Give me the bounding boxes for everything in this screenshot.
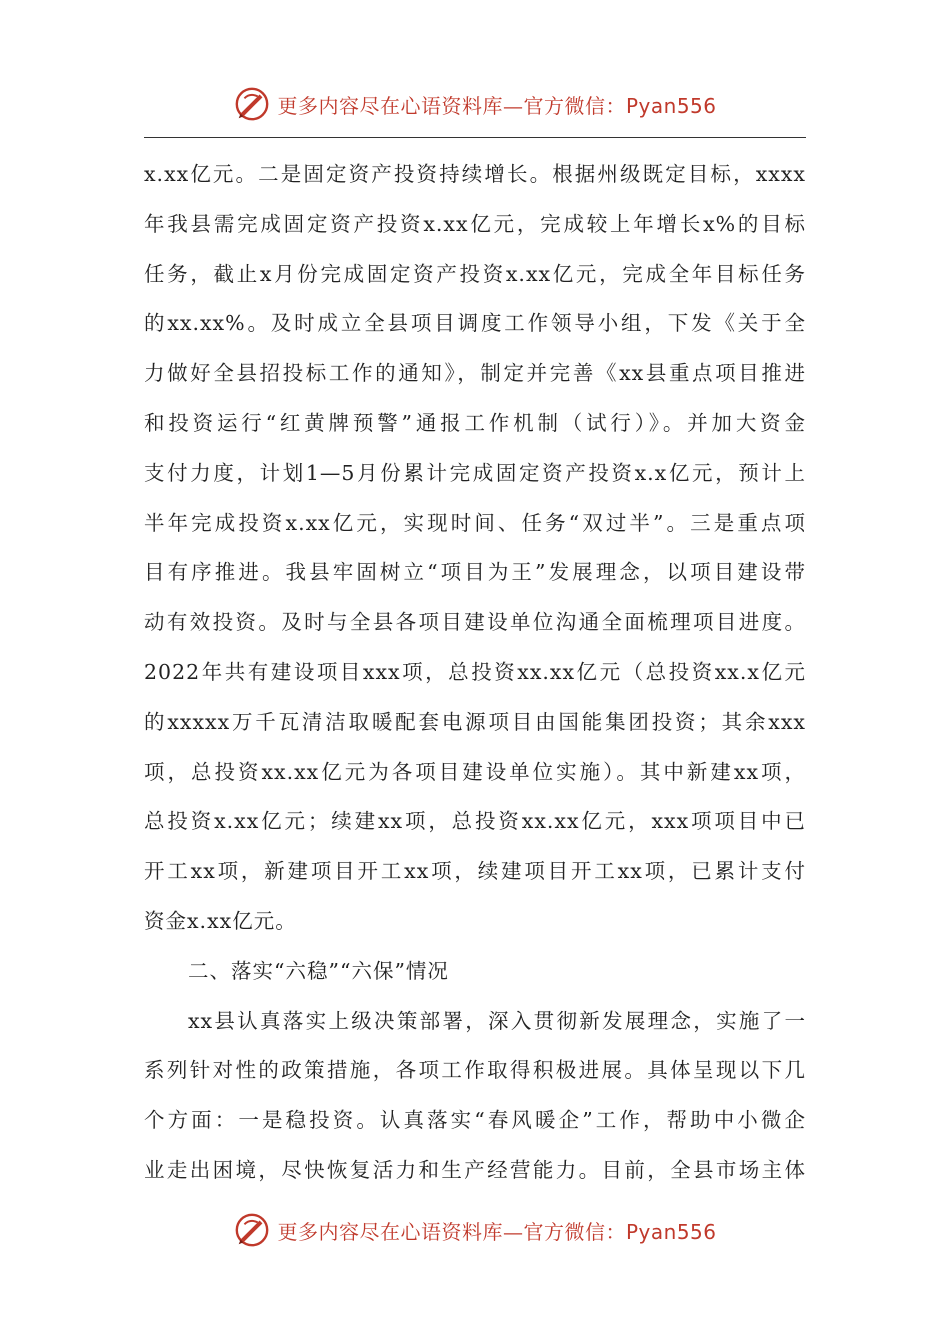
text-line: 的xx.xx%。及时成立全县项目调度工作领导小组，下发《关于全 <box>144 311 806 336</box>
text-line: x.xx亿元。二是固定资产投资持续增长。根据州级既定目标，xxxx <box>144 162 806 186</box>
text-line: 的xxxxx万千瓦清洁取暖配套电源项目由国能集团投资；其余xxx <box>144 709 806 734</box>
banner-handle: Pyan556 <box>625 93 717 118</box>
banner-dash: — <box>502 1219 524 1244</box>
text-line: 总投资x.xx亿元；续建xx项，总投资xx.xx亿元，xxx项项目中已 <box>144 809 806 834</box>
footer-banner-text <box>277 1216 716 1245</box>
text-line: 2022年共有建设项目xxx项，总投资xx.xx亿元（总投资xx.x亿元 <box>144 659 806 684</box>
header-banner <box>0 82 950 126</box>
text-line: 系列针对性的政策措施，各项工作取得积极进展。具体呈现以下几 <box>144 1058 806 1083</box>
banner-handle: Pyan556 <box>625 1219 717 1244</box>
banner-brand: 更多内容尽在心语资料库 <box>277 1219 503 1244</box>
banner-label: 官方微信： <box>523 1219 626 1244</box>
text-line: 资金x.xx亿元。 <box>144 908 297 933</box>
pen-logo-icon <box>233 85 271 123</box>
banner-label: 官方微信： <box>523 93 626 118</box>
footer-banner <box>0 1208 950 1252</box>
text-line: 业走出困境，尽快恢复活力和生产经营能力。目前，全县市场主体 <box>144 1157 806 1182</box>
text-line: 半年完成投资x.xx亿元，实现时间、任务“双过半”。三是重点项 <box>144 510 806 535</box>
text-line: 年我县需完成固定资产投资x.xx亿元，完成较上年增长x%的目标 <box>144 211 806 236</box>
document-body <box>144 150 806 1196</box>
text-line: 目有序推进。我县牢固树立“项目为王”发展理念，以项目建设带 <box>144 560 806 585</box>
text-line: xx县认真落实上级决策部署，深入贯彻新发展理念，实施了一 <box>188 1008 806 1033</box>
text-line: 任务，截止x月份完成固定资产投资x.xx亿元，完成全年目标任务 <box>144 261 806 286</box>
text-line: 项，总投资xx.xx亿元为各项目建设单位实施）。其中新建xx项， <box>144 759 806 784</box>
banner-brand: 更多内容尽在心语资料库 <box>277 93 503 118</box>
text-line: 和投资运行“红黄牌预警”通报工作机制（试行）》。并加大资金 <box>144 410 806 435</box>
text-line: 个方面：一是稳投资。认真落实“春风暖企”工作，帮助中小微企 <box>144 1108 806 1133</box>
text-line: 开工xx项，新建项目开工xx项，续建项目开工xx项，已累计支付 <box>144 859 806 884</box>
section-heading: 二、落实“六稳”“六保”情况 <box>188 958 449 983</box>
pen-logo-icon <box>233 1211 271 1249</box>
banner-dash: — <box>502 93 524 118</box>
text-line: 动有效投资。及时与全县各项目建设单位沟通全面梳理项目进度。 <box>144 610 806 635</box>
text-line: 支付力度，计划1—5月份累计完成固定资产投资x.x亿元，预计上 <box>144 460 806 485</box>
header-divider <box>144 137 806 138</box>
text-line: 力做好全县招投标工作的通知》，制定并完善《xx县重点项目推进 <box>144 361 806 386</box>
header-banner-text <box>277 90 716 119</box>
